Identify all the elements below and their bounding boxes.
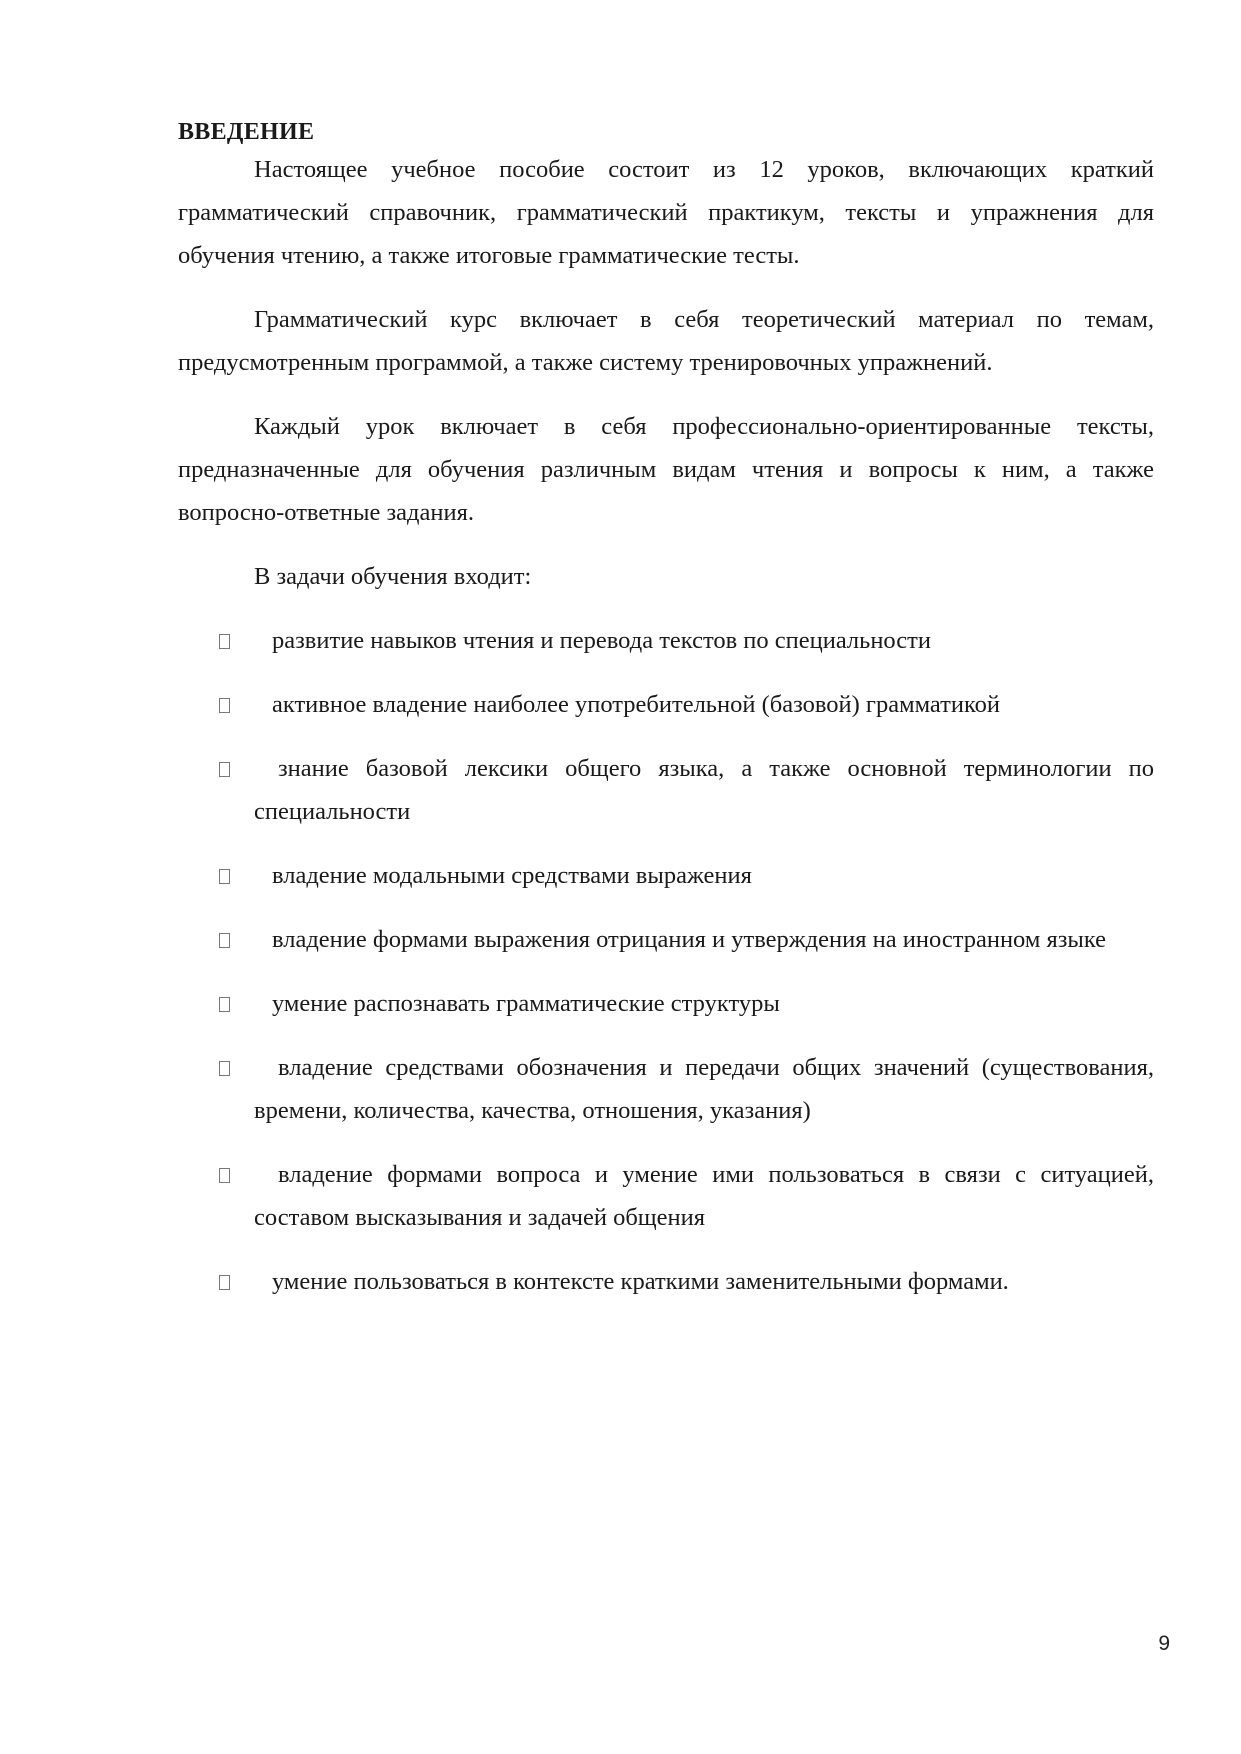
missing-glyph-bullet-icon: [219, 762, 230, 777]
list-item-text: владение формами выражения отрицания и утверждения на иностранном языке: [272, 926, 1107, 953]
list-item: [178, 1046, 1154, 1132]
list-item: [178, 1153, 1154, 1239]
paragraph-lessons: Каждый урок включает в себя профессионально-ориентированные тексты, предназначенные для обучения различным видам чтения и вопросы к ним, а также вопросно-ответные задания.: [178, 413, 1154, 526]
list-item-text: знание базовой лексики общего языка, а также основной терминологии по специальности: [254, 755, 1154, 825]
list-item: [178, 918, 1154, 961]
missing-glyph-bullet-icon: [219, 1061, 230, 1076]
list-item-text: владение модальными средствами выражения: [272, 862, 752, 889]
list-item: [178, 619, 1154, 662]
missing-glyph-bullet-icon: [219, 634, 230, 649]
list-item-text: владение формами вопроса и умение ими пользоваться в связи с ситуацией, составом высказывания и задачей общения: [254, 1161, 1154, 1231]
paragraph-tasks-lead: В задачи обучения входит:: [254, 563, 532, 590]
missing-glyph-bullet-icon: [219, 1168, 230, 1183]
list-item-text: активное владение наиболее употребительной (базовой) грамматикой: [272, 691, 1000, 718]
list-item: [178, 747, 1154, 833]
page-content: [178, 116, 1154, 1324]
missing-glyph-bullet-icon: [219, 997, 230, 1012]
missing-glyph-bullet-icon: [219, 869, 230, 884]
list-item-text: развитие навыков чтения и перевода текстов по специальности: [272, 627, 931, 654]
list-item-text: умение распознавать грамматические структуры: [272, 990, 780, 1017]
page-number: 9: [1158, 1632, 1170, 1655]
tasks-list: [178, 619, 1154, 1303]
paragraph-intro: Настоящее учебное пособие состоит из 12 уроков, включающих краткий грамматический справочник, грамматический практикум, тексты и упражнения для обучения чтению, а также итоговые грамматические тесты.: [178, 156, 1154, 269]
list-item-text: умение пользоваться в контексте краткими заменительными формами.: [272, 1268, 1009, 1295]
list-item: [178, 1260, 1154, 1303]
section-heading: ВВЕДЕНИЕ: [178, 119, 315, 145]
list-item-text: владение средствами обозначения и передачи общих значений (существования, времени, количества, качества, отношения, указания): [254, 1054, 1154, 1124]
paragraph-grammar-course: Грамматический курс включает в себя теоретический материал по темам, предусмотренным программой, а также систему тренировочных упражнений.: [178, 306, 1154, 376]
list-item: [178, 854, 1154, 897]
missing-glyph-bullet-icon: [219, 698, 230, 713]
list-item: [178, 683, 1154, 726]
list-item: [178, 982, 1154, 1025]
missing-glyph-bullet-icon: [219, 933, 230, 948]
missing-glyph-bullet-icon: [219, 1275, 230, 1290]
